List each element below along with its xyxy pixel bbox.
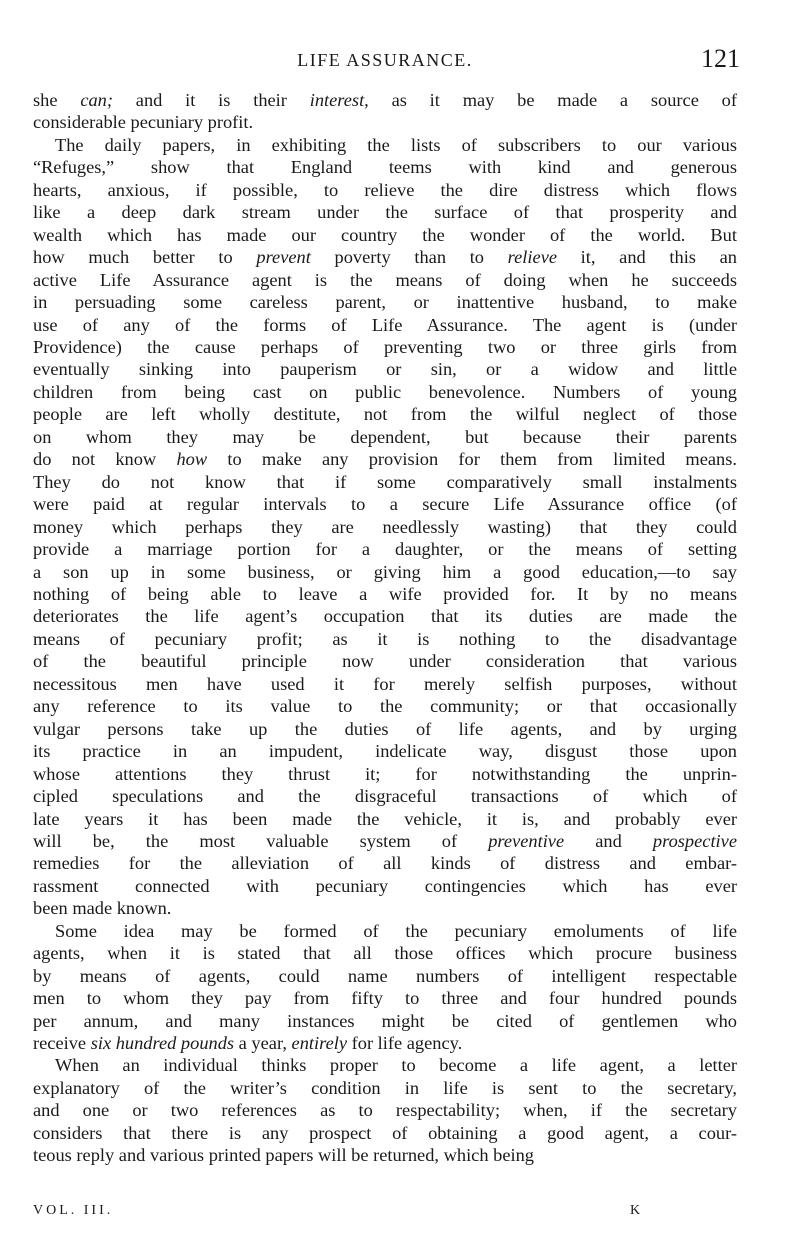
text-run: and [564,830,653,851]
text-run: They do not know that if some comparatively small instalments [33,471,737,492]
text-run: considerable pecuniary profit. [33,112,254,133]
text-line [33,134,737,156]
text-run: and one or two references as to respectability; when, if the secretary [33,1100,737,1121]
text-run: been made known. [33,898,172,919]
text-run: it, and this an [557,247,737,268]
text-line [33,942,737,964]
text-line [33,1099,737,1121]
text-line [33,1144,737,1166]
text-line [33,695,737,717]
text-run: vulgar persons take up the duties of life agents, and by urging [33,718,737,739]
italic-text: how [176,449,208,470]
text-run: late years it has been made the vehicle, it is, and probably ever [33,808,737,829]
text-line [33,156,737,178]
text-line [33,314,737,336]
text-line [33,920,737,942]
text-run: by means of agents, could name numbers of intelligent respectable [33,965,737,986]
text-line [33,763,737,785]
text-run: a year, [234,1033,292,1054]
italic-text: prospective [652,830,737,851]
text-run: remedies for the alleviation of all kinds of distress and embar- [33,853,737,874]
volume-label: VOL. III. [33,1203,114,1218]
page-number: 121 [701,44,740,73]
text-line [33,493,737,515]
text-line [33,516,737,538]
text-run: a son up in some business, or giving him a good education,—to say [33,561,737,582]
text-run: how much better to [33,247,257,268]
text-run: any reference to its value to the community; or that occasionally [33,696,737,717]
text-run: were paid at regular intervals to a secure Life Assurance office (of [33,494,737,515]
text-run: will be, the most valuable system of [33,830,489,851]
text-run: in persuading some careless parent, or inattentive husband, to make [33,292,737,313]
text-run: explanatory of the writer’s condition in life is sent to the secretary, [33,1077,737,1098]
text-run: poverty than to [310,247,508,268]
italic-text: preventive [488,830,565,851]
text-run: cipled speculations and the disgraceful transactions of which of [33,786,737,807]
text-line [33,246,737,268]
paragraph [33,920,737,1055]
text-line [33,561,737,583]
text-run: “Refuges,” show that England teems with kind and generous [33,157,737,178]
text-run: she [33,90,81,110]
paragraph [33,89,737,134]
text-run: men to whom they pay from fifty to three and four hundred pounds [33,988,737,1009]
text-run: people are left wholly destitute, not from the wilful neglect of those [33,404,737,425]
text-line [33,628,737,650]
italic-text: relieve [507,247,558,268]
italic-text: interest, [309,90,369,110]
text-run: The daily papers, in exhibiting the lists of subscribers to our various [55,134,737,155]
italic-text: six hundred pounds [90,1033,235,1054]
text-line [33,987,737,1009]
italic-text: prevent [256,247,311,268]
text-line [33,830,737,852]
text-line [33,201,737,223]
text-run: of the beautiful principle now under consideration that various [33,651,737,672]
text-run: wealth which has made our country the wonder of the world. But [33,224,737,245]
text-run: per annum, and many instances might be cited of gentlemen who [33,1010,737,1031]
text-line [33,269,737,291]
text-line [33,1077,737,1099]
text-run: hearts, anxious, if possible, to relieve the dire distress which flows [33,179,737,200]
text-run: use of any of the forms of Life Assurance. The agent is (under [33,314,737,335]
text-run: nothing of being able to leave a wife provided for. It by no means [33,583,737,604]
text-run: considers that there is any prospect of obtaining a good agent, a cour- [33,1122,737,1143]
text-run: teous reply and various printed papers will be returned, which being [33,1145,535,1166]
text-run: whose attentions they thrust it; for notwithstanding the unprin- [33,763,737,784]
italic-text: entirely [291,1033,348,1054]
text-run: rassment connected with pecuniary contingencies which has ever [33,875,737,896]
text-line [33,583,737,605]
text-run: means of pecuniary profit; as it is nothing to the disadvantage [33,628,737,649]
text-line [33,381,737,403]
text-run: like a deep dark stream under the surface of that prosperity and [33,202,737,223]
text-run: receive [33,1033,91,1054]
text-line [33,808,737,830]
running-head [30,44,740,76]
text-line [33,875,737,897]
text-line [33,605,737,627]
text-line [33,336,737,358]
text-line [33,471,737,493]
text-run: children from being cast on public benevolence. Numbers of young [33,381,737,402]
text-line [33,897,737,919]
text-run: to make any provision for them from limited means. [207,449,737,470]
text-line [33,1010,737,1032]
text-line [33,291,737,313]
text-run: When an individual thinks proper to become a life agent, a letter [55,1055,737,1076]
text-run: Some idea may be formed of the pecuniary emoluments of life [55,920,737,941]
text-line [33,224,737,246]
text-line [33,538,737,560]
text-run: do not know [33,449,177,470]
text-line [33,89,737,111]
text-run: and it is their [113,90,310,110]
text-line [33,852,737,874]
text-run: deteriorates the life agent’s occupation that its duties are made the [33,606,737,627]
text-line [33,673,737,695]
text-run: on whom they may be dependent, but because their parents [33,426,737,447]
paragraph [33,1054,737,1166]
text-line [33,1032,737,1054]
running-title: LIFE ASSURANCE. [297,50,473,70]
text-line [33,965,737,987]
text-line [33,179,737,201]
text-line [33,448,737,470]
text-run: necessitous men have used it for merely selfish purposes, without [33,673,737,694]
text-run: agents, when it is stated that all those offices which procure business [33,943,737,964]
text-run: as it may be made a source of [368,90,737,110]
text-run: money which perhaps they are needlessly wasting) that they could [33,516,737,537]
text-run: eventually sinking into pauperism or sin, or a widow and little [33,359,737,380]
body-text [33,89,737,1167]
text-run: provide a marriage portion for a daughter, or the means of setting [33,539,737,560]
text-run: for life agency. [347,1033,463,1054]
text-run: Providence) the cause perhaps of preventing two or three girls from [33,336,737,357]
text-line [33,650,737,672]
text-run: active Life Assurance agent is the means of doing when he succeeds [33,269,737,290]
text-line [33,403,737,425]
text-line [33,1122,737,1144]
text-line [33,785,737,807]
signature-mark: K [630,1203,644,1218]
text-line [33,1054,737,1076]
text-line [33,718,737,740]
text-line [33,426,737,448]
italic-text: can; [80,90,113,110]
text-line [33,111,737,133]
text-line [33,358,737,380]
text-run: its practice in an impudent, indelicate way, disgust those upon [33,741,737,762]
page-footer [33,1203,737,1225]
paragraph [33,134,737,920]
text-line [33,740,737,762]
